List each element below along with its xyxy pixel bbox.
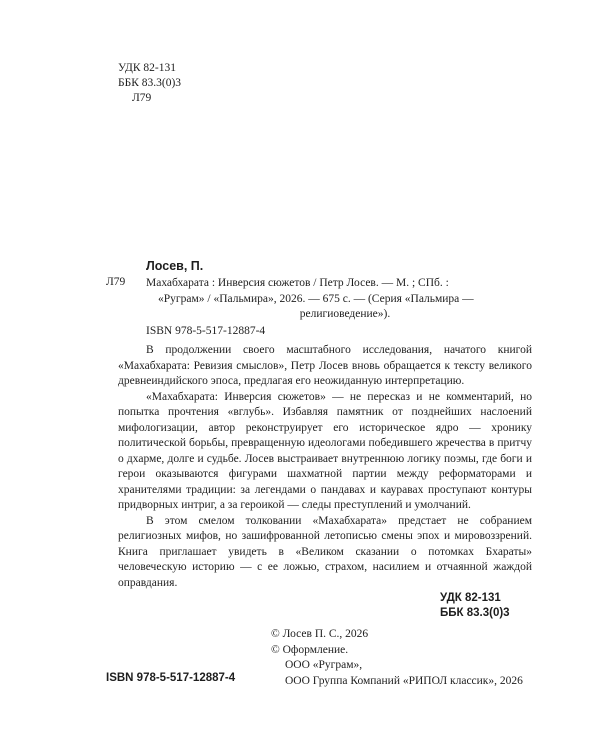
isbn-bottom: ISBN 978-5-517-12887-4 (106, 672, 236, 684)
card-author-sign: Л79 (106, 276, 126, 288)
annotation-paragraph-3: В этом смелом толковании «Махабхарата» предстает не собранием религиозных мифов, но зашифрованной летописью смены эпох и мировоззрений. Книга приглашает увидеть в «Великом сказании о потомках Бхараты» человеческую историю — с ее ложью, страхом, насилием и отчаянной жаждой оправдания. (118, 514, 532, 589)
copyright-publisher-2: ООО Группа Компаний «РИПОЛ классик», 2026 (285, 674, 523, 687)
annotation-paragraph-2: «Махабхарата: Инверсия сюжетов» — не пересказ и не комментарий, но попытка прочтения «вглубь». Избавляя памятник от позднейших наслоений мифологизации, автор реконструирует его историческое ядро — хронику политической борьбы, превращенную идеологами победившего жречества в притчу о дхарме, долге и судьбе. Лосев выстраивает внутреннюю логику поэмы, где боги и герои оказываются фигурами шахматной партии между реформаторами и хранителями традиции: за легендами о пандавах и кауравах проступают контуры придворных интриг, а за героикой — следы преступлений и умолчаний. (118, 390, 532, 511)
copyright-publisher-1: ООО «Руграм», (285, 659, 363, 671)
annotation (118, 343, 532, 591)
copyright-design: © Оформление. (271, 643, 349, 656)
bib-line-2: «Руграм» / «Пальмира», 2026. — 675 с. — (Серия «Пальмира — (158, 292, 474, 305)
bib-line-3: религиоведение»). (299, 308, 391, 320)
copyright-block (271, 627, 541, 689)
classification-codes-bottom (440, 591, 510, 621)
bbk-code: ББК 83.3(0)3 (118, 77, 182, 89)
bib-line-1: Махабхарата : Инверсия сюжетов / Петр Лосев. — М. ; СПб. : (146, 277, 449, 289)
annotation-paragraph-1: В продолжении своего масштабного исследования, начатого книгой «Махабхарата: Ревизия смыслов», Петр Лосев вновь обращается к тексту великого древнеиндийского эпоса, предлагая его неожиданную интерпретацию. (118, 344, 532, 387)
isbn-card: ISBN 978-5-517-12887-4 (146, 325, 266, 337)
bbk-code-bottom: ББК 83.3(0)3 (440, 607, 510, 619)
udk-code: УДК 82-131 (118, 62, 176, 74)
classification-codes-top (118, 61, 181, 106)
card-author: Лосев, П. (146, 259, 204, 273)
author-sign: Л79 (132, 92, 152, 104)
copyright-author: © Лосев П. С., 2026 (271, 628, 369, 640)
bibliographic-description (146, 276, 532, 323)
udk-code-bottom: УДК 82-131 (440, 592, 501, 604)
